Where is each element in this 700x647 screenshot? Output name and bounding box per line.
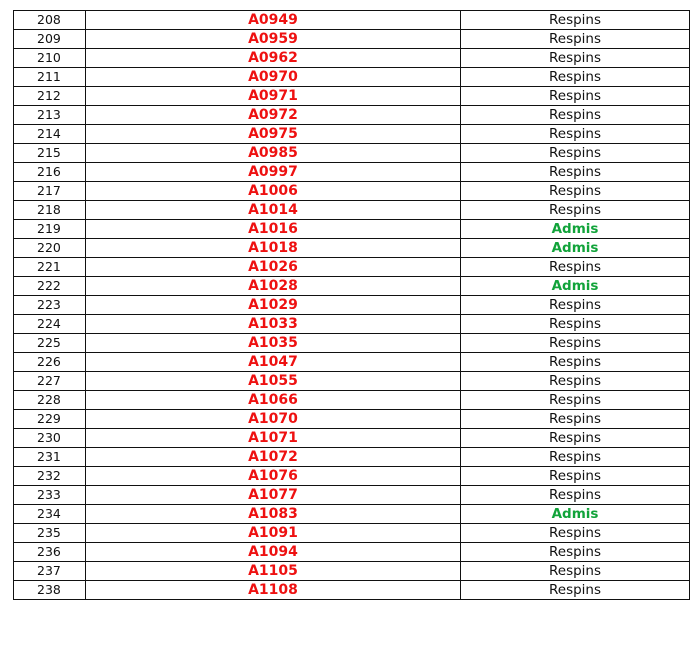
row-number: 211: [14, 68, 86, 87]
row-number: 234: [14, 505, 86, 524]
result-status: Respins: [461, 30, 690, 49]
result-status: Admis: [461, 220, 690, 239]
table-row: [14, 391, 690, 410]
result-status: Respins: [461, 87, 690, 106]
row-number: 209: [14, 30, 86, 49]
candidate-code: A1016: [86, 220, 461, 239]
candidate-code: A1071: [86, 429, 461, 448]
row-number: 208: [14, 11, 86, 30]
row-number: 220: [14, 239, 86, 258]
table-row: [14, 277, 690, 296]
candidate-code: A1006: [86, 182, 461, 201]
candidate-code: A1077: [86, 486, 461, 505]
candidate-code: A1047: [86, 353, 461, 372]
result-status: Respins: [461, 410, 690, 429]
candidate-code: A0949: [86, 11, 461, 30]
table-row: [14, 486, 690, 505]
candidate-code: A1076: [86, 467, 461, 486]
candidate-code: A1014: [86, 201, 461, 220]
result-status: Respins: [461, 258, 690, 277]
row-number: 231: [14, 448, 86, 467]
table-row: [14, 429, 690, 448]
table-row: [14, 315, 690, 334]
candidate-code: A1066: [86, 391, 461, 410]
row-number: 223: [14, 296, 86, 315]
row-number: 210: [14, 49, 86, 68]
table-row: [14, 68, 690, 87]
candidate-code: A0972: [86, 106, 461, 125]
row-number: 235: [14, 524, 86, 543]
result-status: Respins: [461, 562, 690, 581]
result-status: Respins: [461, 125, 690, 144]
table-row: [14, 505, 690, 524]
result-status: Admis: [461, 239, 690, 258]
result-status: Respins: [461, 429, 690, 448]
candidate-code: A1070: [86, 410, 461, 429]
row-number: 224: [14, 315, 86, 334]
result-status: Respins: [461, 391, 690, 410]
results-table-body: [14, 11, 690, 600]
table-row: [14, 581, 690, 600]
row-number: 222: [14, 277, 86, 296]
row-number: 233: [14, 486, 86, 505]
result-status: Admis: [461, 505, 690, 524]
candidate-code: A0959: [86, 30, 461, 49]
table-row: [14, 372, 690, 391]
table-row: [14, 410, 690, 429]
row-number: 227: [14, 372, 86, 391]
row-number: 212: [14, 87, 86, 106]
table-row: [14, 524, 690, 543]
result-status: Respins: [461, 315, 690, 334]
table-row: [14, 334, 690, 353]
result-status: Respins: [461, 524, 690, 543]
row-number: 215: [14, 144, 86, 163]
candidate-code: A1028: [86, 277, 461, 296]
table-row: [14, 201, 690, 220]
table-row: [14, 163, 690, 182]
row-number: 225: [14, 334, 86, 353]
table-row: [14, 30, 690, 49]
candidate-code: A1055: [86, 372, 461, 391]
candidate-code: A0971: [86, 87, 461, 106]
table-row: [14, 182, 690, 201]
table-row: [14, 258, 690, 277]
row-number: 216: [14, 163, 86, 182]
row-number: 214: [14, 125, 86, 144]
result-status: Respins: [461, 296, 690, 315]
result-status: Respins: [461, 486, 690, 505]
results-table: [13, 10, 690, 600]
result-status: Admis: [461, 277, 690, 296]
result-status: Respins: [461, 163, 690, 182]
candidate-code: A0962: [86, 49, 461, 68]
candidate-code: A0997: [86, 163, 461, 182]
result-status: Respins: [461, 334, 690, 353]
candidate-code: A1026: [86, 258, 461, 277]
row-number: 218: [14, 201, 86, 220]
candidate-code: A1035: [86, 334, 461, 353]
row-number: 237: [14, 562, 86, 581]
result-status: Respins: [461, 353, 690, 372]
row-number: 221: [14, 258, 86, 277]
candidate-code: A0970: [86, 68, 461, 87]
result-status: Respins: [461, 543, 690, 562]
row-number: 226: [14, 353, 86, 372]
result-status: Respins: [461, 144, 690, 163]
table-row: [14, 239, 690, 258]
table-row: [14, 543, 690, 562]
row-number: 229: [14, 410, 86, 429]
row-number: 219: [14, 220, 86, 239]
candidate-code: A1072: [86, 448, 461, 467]
table-row: [14, 448, 690, 467]
result-status: Respins: [461, 448, 690, 467]
candidate-code: A0975: [86, 125, 461, 144]
candidate-code: A1018: [86, 239, 461, 258]
table-row: [14, 125, 690, 144]
row-number: 230: [14, 429, 86, 448]
table-row: [14, 296, 690, 315]
row-number: 238: [14, 581, 86, 600]
result-status: Respins: [461, 182, 690, 201]
table-row: [14, 220, 690, 239]
table-row: [14, 49, 690, 68]
table-row: [14, 144, 690, 163]
table-row: [14, 106, 690, 125]
row-number: 213: [14, 106, 86, 125]
result-status: Respins: [461, 106, 690, 125]
table-row: [14, 11, 690, 30]
row-number: 232: [14, 467, 86, 486]
candidate-code: A1108: [86, 581, 461, 600]
result-status: Respins: [461, 68, 690, 87]
table-row: [14, 353, 690, 372]
table-row: [14, 562, 690, 581]
candidate-code: A1105: [86, 562, 461, 581]
table-row: [14, 467, 690, 486]
result-status: Respins: [461, 372, 690, 391]
result-status: Respins: [461, 49, 690, 68]
row-number: 228: [14, 391, 86, 410]
result-status: Respins: [461, 201, 690, 220]
result-status: Respins: [461, 11, 690, 30]
candidate-code: A0985: [86, 144, 461, 163]
table-row: [14, 87, 690, 106]
row-number: 217: [14, 182, 86, 201]
result-status: Respins: [461, 467, 690, 486]
candidate-code: A1094: [86, 543, 461, 562]
candidate-code: A1033: [86, 315, 461, 334]
candidate-code: A1083: [86, 505, 461, 524]
candidate-code: A1029: [86, 296, 461, 315]
row-number: 236: [14, 543, 86, 562]
result-status: Respins: [461, 581, 690, 600]
candidate-code: A1091: [86, 524, 461, 543]
